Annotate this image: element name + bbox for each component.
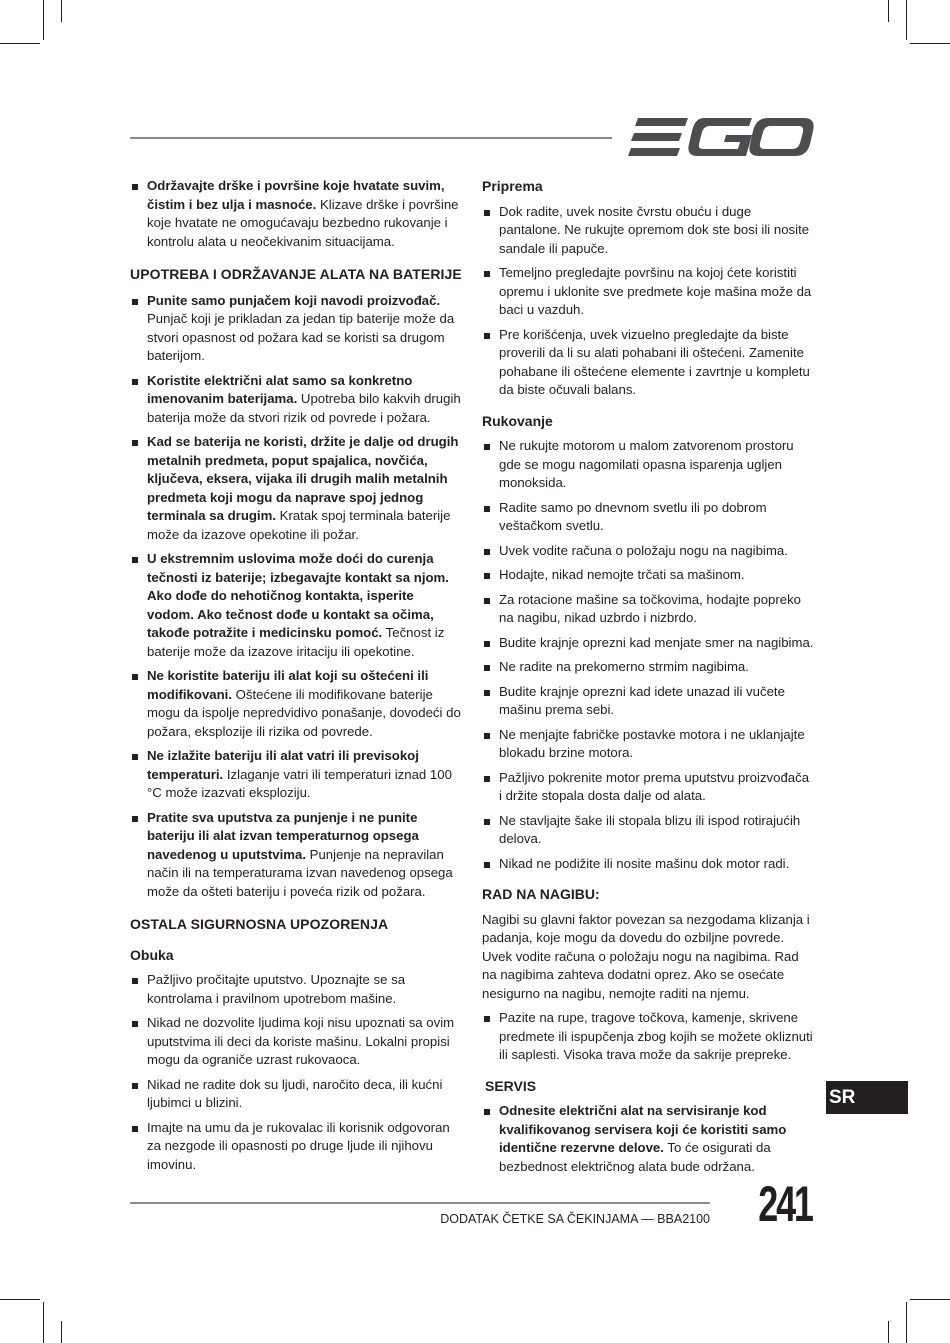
crop-mark [906, 0, 907, 40]
bullet-icon [484, 549, 490, 555]
list-item [130, 971, 462, 1008]
left-column [130, 177, 462, 1180]
right-column [482, 177, 815, 1182]
list-item [130, 433, 462, 544]
bullet-icon [484, 333, 490, 339]
bullet-icon [484, 733, 490, 739]
bullet-icon [484, 641, 490, 647]
list-item [482, 658, 815, 677]
list-item [130, 809, 462, 902]
bullet-icon [132, 184, 138, 190]
bold-lead: Koristite električni alat samo sa konkretno imenovanim baterijama. [147, 372, 413, 406]
crop-mark [910, 43, 950, 44]
list-item [482, 542, 815, 561]
list-item [482, 769, 815, 806]
bullet-icon [132, 1126, 138, 1132]
item-text: Za rotacione mašine sa točkovima, hodajte popreko na nagibu, nikad uzbrdo i nizbrdo. [499, 591, 802, 625]
item-text: Radite samo po dnevnom svetlu ili po dobrom veštačkom svetlu. [499, 499, 767, 533]
crop-mark [888, 1321, 889, 1343]
item-text: Imajte na umu da je rukovalac ili korisnik odgovoran za nezgode ili opasnosti po druge ljude ili njihovu imovinu. [147, 1119, 450, 1172]
list-item [482, 683, 815, 720]
item-text: Budite krajnje oprezni kad idete unazad ili vučete mašinu prema sebi. [499, 683, 785, 717]
bullet-icon [484, 776, 490, 782]
item-text: Pažljivo pročitajte uputstvo. Upoznajte se sa kontrolama i pravilnom upotrebom mašine. [147, 972, 406, 1006]
bullet-icon [132, 1021, 138, 1027]
bold-lead: Ne izlažite bateriju ili alat vatri ili previsokoj temperaturi. [147, 748, 419, 782]
bullet-icon [132, 440, 138, 446]
section-heading: RAD NA NAGIBU: [482, 886, 600, 902]
bullet-icon [132, 754, 138, 760]
item-text: Pazite na rupe, tragove točkova, kamenje, skrivene predmete ili ispupčenja zbog kojih se možete okliznuti ili saplesti. Visoka trava može da sakrije prepreke. [499, 1010, 813, 1062]
item-text: Klizave drške i površine koje hvatate ne omogućavaju bezbedno rukovanje i kontrolu alata u neočekivanim situacijama. [147, 196, 459, 249]
bullet-icon [132, 674, 138, 680]
list-item [482, 203, 815, 259]
crop-mark [61, 0, 62, 22]
list-item [130, 1076, 462, 1113]
crop-mark [910, 1299, 950, 1300]
bold-lead: Punite samo punjačem koji navodi proizvođač. [147, 292, 441, 308]
ego-logo [628, 116, 814, 160]
footer-rule [130, 1202, 710, 1204]
page-number: 241 [758, 1176, 812, 1232]
item-text: Temeljno pregledajte površinu na kojoj ćete koristiti opremu i uklonite sve predmete koje mašina može da baci u vazduh. [499, 265, 812, 317]
item-text: Ne menjajte fabričke postavke motora i ne uklanjajte blokadu brzine motora. [499, 726, 805, 760]
bullet-icon [484, 444, 490, 450]
list-item [482, 566, 815, 585]
crop-mark [43, 0, 44, 40]
item-text: Ne radite na prekomerno strmim nagibima. [499, 659, 749, 674]
bullet-icon [132, 379, 138, 385]
bullet-icon [484, 690, 490, 696]
item-text: Uvek vodite računa o položaju nogu na nagibima. [499, 542, 788, 558]
list-item [482, 591, 815, 628]
bullet-icon [132, 978, 138, 984]
list-item [130, 550, 462, 661]
item-text: Izlaganje vatri ili temperaturi iznad 100 °C može izazvati eksploziju. [147, 766, 452, 800]
list-item [482, 634, 815, 653]
crop-mark [906, 1302, 907, 1343]
crop-mark [0, 43, 40, 44]
bullet-icon [484, 665, 490, 671]
item-text: Pažljivo pokrenite motor prema uputstvu proizvođača i držite stopala dosta dalje od alata. [499, 769, 810, 803]
paragraph: Nagibi su glavni faktor povezan sa nezgodama klizanja i padanja, koje mogu da dovedu do ozbiljne povrede. Uvek vodite računa o položaju nogu na nagibima. Rad na nagibima zahteva dodatni oprez. Ako se osećate nesigurno na nagibu, nemojte raditi na njemu. [482, 911, 810, 1001]
bullet-icon [484, 573, 490, 579]
item-text: Tečnost iz baterije može da izazove iritaciju ili opekotine. [147, 625, 445, 659]
crop-mark [61, 1321, 62, 1343]
list-item [482, 855, 815, 874]
section-heading: UPOTREBA I ODRŽAVANJE ALATA NA BATERIJE [130, 266, 462, 282]
bullet-icon [132, 1083, 138, 1089]
bullet-icon [132, 816, 138, 822]
list-item [482, 1009, 815, 1065]
bold-lead: Pratite sva uputstva za punjenje i ne punite bateriju ili alat izvan temperaturnog opsega navedenog u uputstvima. [147, 809, 419, 862]
item-text: Hodajte, nikad nemojte trčati sa mašinom. [499, 567, 745, 582]
crop-mark [888, 0, 889, 22]
bold-lead: Ne koristite bateriju ili alat koji su oštećeni ili modifikovani. [147, 668, 429, 702]
bullet-icon [484, 862, 490, 868]
list-item [130, 747, 462, 803]
item-text: Punjenje na nepravilan način ili na temperaturama izvan navedenog opsega može da ošteti bateriju i poveća rizik od požara. [147, 846, 453, 899]
list-item [482, 812, 815, 849]
list-item [482, 726, 815, 763]
item-text: Dok radite, uvek nosite čvrstu obuću i duge pantalone. Ne rukujte opremom dok ste bosi ili nosite sandale ili papuče. [499, 203, 810, 256]
bold-lead: Kad se baterija ne koristi, držite je dalje od drugih metalnih predmeta, poput spajalica, novčića, ključeva, eksera, vijaka ili drugih malih metalnih predmeta koji mogu da naprave spoj jednog terminala sa drugim. [147, 434, 459, 523]
item-text: Nikad ne radite dok su ljudi, naročito deca, ili kućni ljubimci u blizini. [147, 1076, 443, 1110]
list-item [130, 372, 462, 428]
crop-mark [43, 1302, 44, 1343]
language-tab: SR [826, 1081, 908, 1114]
list-item [130, 667, 462, 741]
section-heading: SERVIS [485, 1077, 537, 1094]
bullet-icon [484, 819, 490, 825]
bold-lead: Odnesite električni alat na servisiranje kod kvalifikovanog servisera koji će koristiti samo identične rezervne delove. [499, 1103, 787, 1155]
item-text: Ne stavljajte šake ili stopala blizu ili ispod rotirajućih delova. [499, 812, 801, 846]
item-text: Kratak spoj terminala baterije može da izazove opekotine ili požar. [147, 508, 451, 542]
bold-lead: Održavajte drške i površine koje hvatate suvim, čistim i bez ulja i masnoće. [147, 178, 445, 212]
bullet-icon [484, 210, 490, 216]
item-text: To će osigurati da bezbednost električnog alata bude održana. [499, 1140, 771, 1174]
bullet-icon [132, 557, 138, 563]
section-heading: OSTALA SIGURNOSNA UPOZORENJA [130, 916, 389, 932]
item-text: Ne rukujte motorom u malom zatvorenom prostoru gde se mogu nagomilati opasna isparenja ugljen monoksida. [499, 438, 794, 490]
bullet-icon [484, 271, 490, 277]
item-text: Budite krajnje oprezni kad menjate smer na nagibima. [499, 634, 814, 650]
list-item [482, 1102, 815, 1176]
header-rule [130, 137, 612, 139]
bullet-icon [132, 299, 138, 305]
list-item [482, 326, 815, 400]
list-item [130, 1119, 462, 1175]
subsection-heading: Priprema [482, 178, 543, 194]
bullet-icon [484, 506, 490, 512]
bullet-icon [484, 1109, 490, 1115]
subsection-heading: Rukovanje [482, 412, 553, 429]
subsection-heading: Obuka [130, 946, 174, 963]
list-item [482, 499, 815, 536]
list-item [482, 437, 815, 493]
item-text: Nikad ne dozvolite ljudima koji nisu upoznati sa ovim uputstvima ili deci da koriste mašinu. Lokalni propisi mogu da ograniče uzrast rukovaoca. [147, 1015, 455, 1067]
item-text: Punjač koji je prikladan za jedan tip baterije može da stvori opasnost od požara kad se koristi sa drugom baterijom. [147, 311, 455, 363]
list-item [130, 292, 462, 366]
item-text: Nikad ne podižite ili nosite mašinu dok motor radi. [499, 855, 790, 871]
item-text: Upotreba bilo kakvih drugih baterija može da stvori rizik od povrede i požara. [147, 391, 461, 425]
list-item [482, 264, 815, 320]
bullet-icon [484, 598, 490, 604]
list-item [130, 1014, 462, 1070]
bullet-icon [484, 1016, 490, 1022]
footer-title: DODATAK ČETKE SA ČEKINJAMA — BBA2100 [440, 1212, 710, 1226]
list-item [130, 177, 462, 251]
crop-mark [0, 1299, 40, 1300]
item-text: Pre korišćenja, uvek vizuelno pregledajte da biste proverili da li su alati pohabani ili oštećeni. Zamenite pohabane ili oštećene elemente i zavrtnje u kompletu da biste očuvali balans. [499, 326, 810, 397]
item-text: Oštećene ili modifikovane baterije mogu da ispolje nepredvidivo ponašanje, dovodeći do požara, eksplozije ili rizika od povrede. [147, 686, 461, 739]
bold-lead: U ekstremnim uslovima može doći do curenja tečnosti iz baterije; izbegavajte kontakt sa njom. Ako dođe do nehotičnog kontakta, isperite vodom. Ako tečnost dođe u kontakt sa očima, takođe potražite i medicinsku pomoć. [147, 551, 449, 640]
